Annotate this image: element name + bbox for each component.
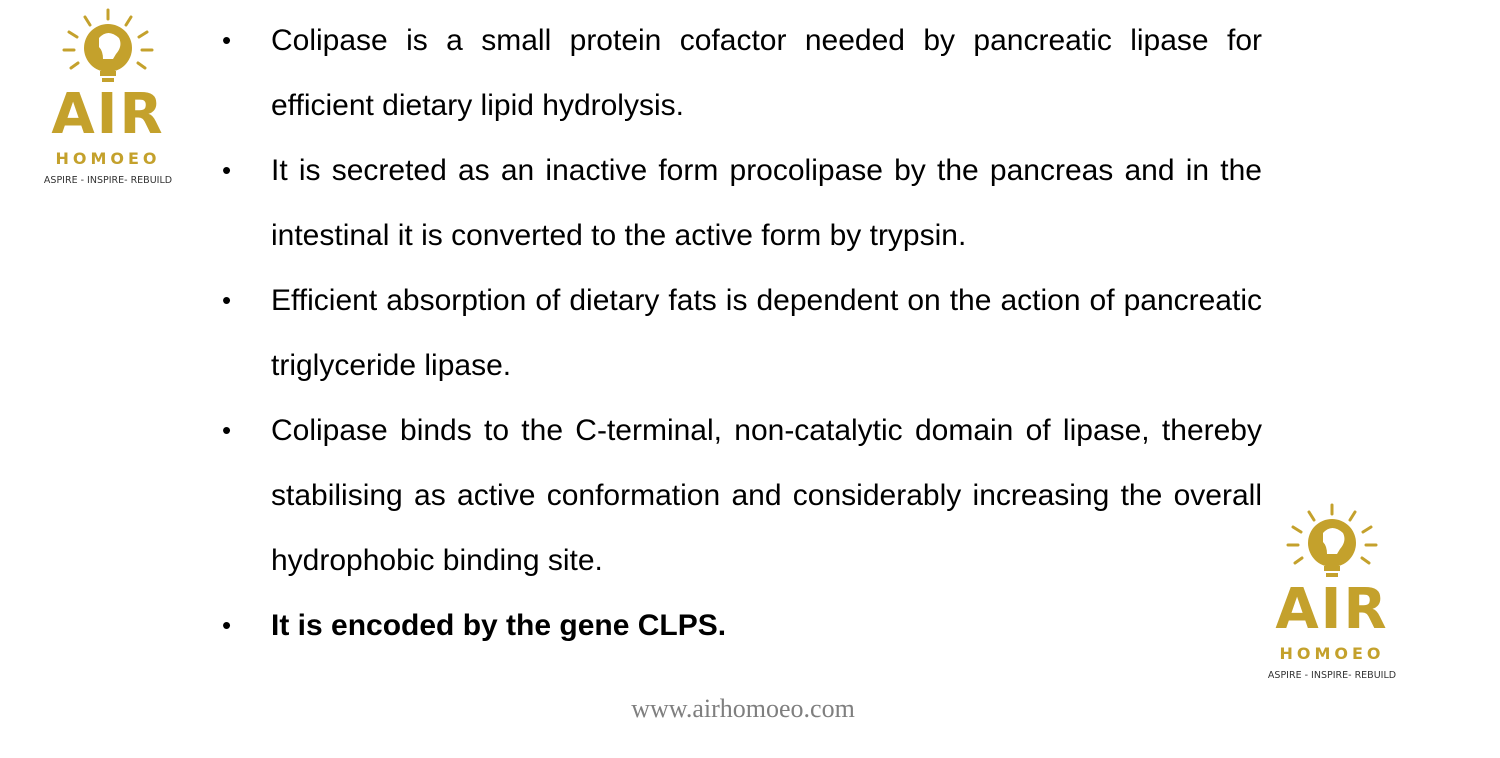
bullet-item (222, 8, 1262, 138)
logo-tagline: ASPIRE - INSPIRE- REBUILD (43, 175, 173, 186)
lightbulb-head-icon (1257, 503, 1407, 583)
footer-url[interactable]: www.airhomoeo.com (631, 694, 855, 723)
logo-bottom-right (1257, 503, 1407, 683)
logo-title: AIR (51, 82, 165, 147)
logo-title: AIR (1275, 577, 1389, 642)
logo-subtitle: HOMOEO (55, 149, 161, 168)
logo-tagline: ASPIRE - INSPIRE- REBUILD (1267, 670, 1397, 681)
bullet-symbol: • (222, 25, 232, 55)
logo-top-left (33, 8, 183, 188)
bullet-text: It is encoded by the gene CLPS. (271, 609, 727, 642)
lightbulb-head-icon (33, 8, 183, 88)
bullet-item (222, 138, 1262, 268)
bullet-text: Colipase binds to the C-terminal, non-catalytic domain of lipase, thereby stabilising as active conformation and considerably increasing the overall hydrophobic binding site. (271, 414, 1262, 577)
bullet-text: It is secreted as an inactive form procolipase by the pancreas and in the intestinal it is converted to the active form by trypsin. (271, 154, 1262, 252)
bullet-item (222, 268, 1262, 398)
bullet-symbol: • (222, 285, 232, 315)
bullet-item (222, 593, 1262, 658)
bullet-symbol: • (222, 610, 232, 640)
bullet-text: Colipase is a small protein cofactor needed by pancreatic lipase for efficient dietary lipid hydrolysis. (271, 24, 1262, 122)
bullet-text: Efficient absorption of dietary fats is dependent on the action of pancreatic triglyceride lipase. (271, 284, 1262, 382)
logo-subtitle: HOMOEO (1279, 644, 1385, 663)
bullet-symbol: • (222, 415, 232, 445)
bullet-item (222, 398, 1262, 593)
bullet-list (222, 8, 1262, 658)
bullet-symbol: • (222, 155, 232, 185)
